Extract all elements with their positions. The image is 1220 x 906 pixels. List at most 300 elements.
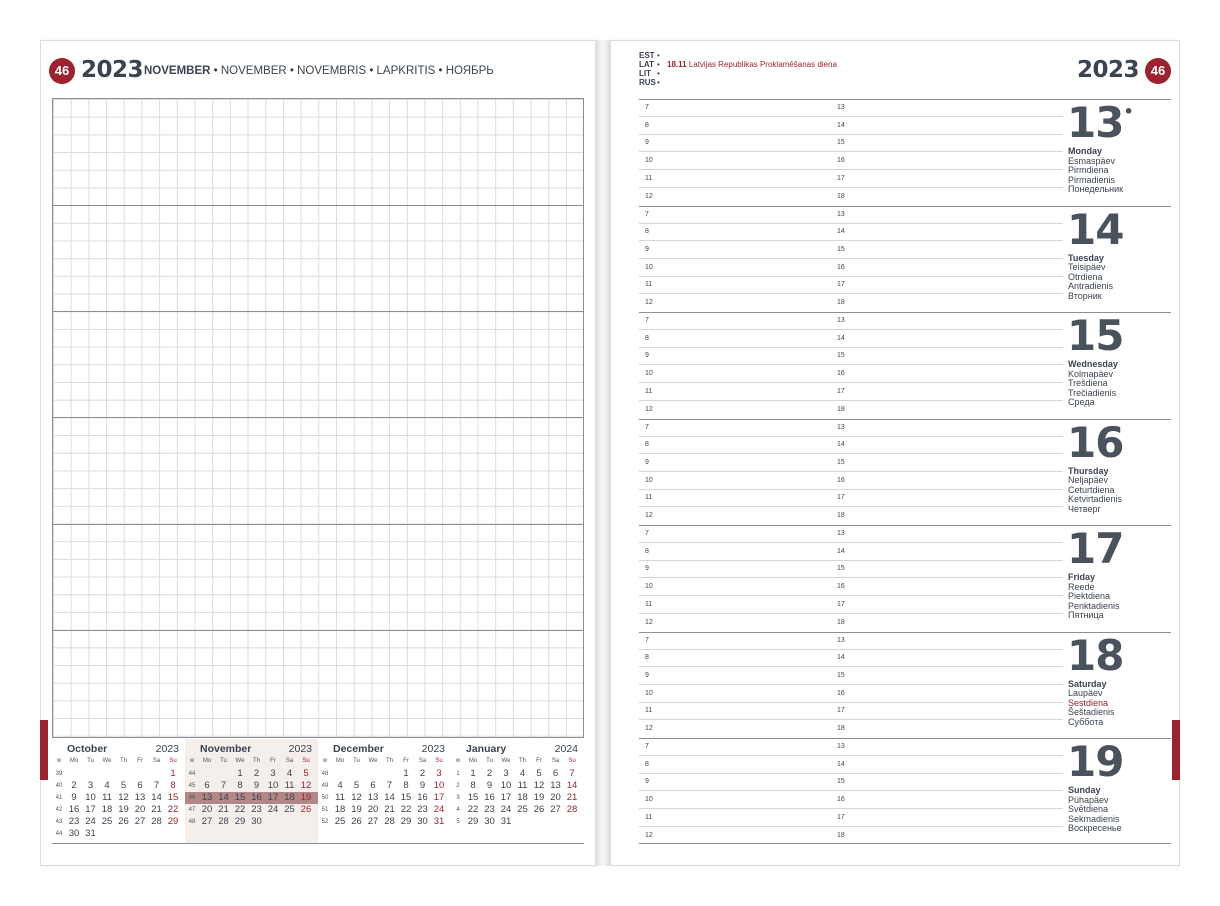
weekday-label: We: [102, 758, 112, 764]
calendar-day[interactable]: 20: [367, 804, 379, 815]
weekday-label: Th: [119, 758, 127, 764]
mini-calendar-week-row: [318, 768, 451, 780]
hour-label: 18: [837, 405, 845, 413]
mini-calendar-weekdays: [318, 756, 451, 768]
day-name-translation: Svētdiena: [1068, 804, 1109, 815]
weekday-label: Sa: [152, 758, 161, 764]
day-names: [1068, 467, 1122, 515]
day-block-14[interactable]: [639, 206, 1171, 313]
calendar-day[interactable]: 6: [204, 780, 210, 791]
holiday-name: Latvijas Republikas Proklamēšanas diena: [688, 60, 837, 69]
time-slot-line: [639, 364, 1063, 365]
hour-label: 11: [645, 494, 653, 502]
week-number: 44: [188, 771, 196, 777]
day-name-translation: Вторник: [1068, 290, 1102, 301]
calendar-day[interactable]: 26: [351, 816, 362, 827]
hour-label: 8: [645, 547, 649, 555]
week-number: 48: [321, 771, 329, 777]
day-name-translation: Sekmadienis: [1068, 813, 1120, 824]
calendar-day[interactable]: 9: [419, 780, 426, 791]
calendar-day[interactable]: 19: [300, 792, 312, 803]
week-number: 2: [456, 783, 460, 789]
calendar-day[interactable]: 29: [234, 816, 246, 827]
calendar-day[interactable]: 25: [334, 816, 346, 827]
day-name-translation: Trečiadienis: [1068, 387, 1117, 398]
mini-calendar-week-row: [52, 828, 185, 840]
calendar-day[interactable]: 9: [71, 792, 77, 803]
calendar-day[interactable]: 4: [286, 768, 293, 779]
hour-label: 16: [837, 796, 845, 804]
mini-calendar-week-row: [185, 780, 318, 792]
calendar-day[interactable]: 4: [519, 768, 526, 779]
bookmark-tab-right: [1172, 720, 1180, 780]
calendar-day[interactable]: 26: [533, 804, 545, 815]
calendar-day[interactable]: 11: [102, 792, 112, 803]
hour-label: 13: [837, 104, 845, 111]
calendar-day[interactable]: 23: [251, 804, 262, 815]
calendar-day[interactable]: 24: [267, 804, 279, 815]
hour-label: 14: [837, 334, 845, 342]
left-page-header: [49, 57, 589, 87]
day-name-translation: Neljapäev: [1068, 475, 1109, 486]
day-name-translation: Laupäev: [1068, 688, 1103, 699]
hour-label: 12: [645, 618, 653, 626]
day-name-english: Tuesday: [1068, 252, 1104, 263]
calendar-day[interactable]: 19: [118, 804, 129, 815]
hour-label: 17: [837, 387, 845, 395]
calendar-day[interactable]: 22: [234, 804, 246, 815]
time-slot-line: [639, 223, 1063, 224]
mini-calendar-week-row: [451, 792, 584, 804]
mini-calendar-month: November: [200, 743, 252, 755]
calendar-day[interactable]: 16: [417, 792, 428, 803]
day-number-value: 14: [1067, 204, 1124, 254]
calendar-day[interactable]: 21: [566, 792, 578, 803]
week-number: 5: [456, 819, 460, 825]
time-slot-line: [639, 790, 1063, 791]
day-name-english: Wednesday: [1068, 359, 1118, 369]
hour-label: 7: [645, 530, 649, 537]
calendar-day[interactable]: 22: [400, 804, 412, 815]
calendar-day[interactable]: 27: [134, 816, 146, 827]
calendar-day[interactable]: 22: [467, 804, 479, 815]
time-slot-line: [639, 577, 1063, 578]
hour-label: 17: [837, 813, 845, 821]
time-slot-line: [639, 453, 1063, 454]
hour-label: 12: [645, 512, 653, 519]
calendar-day[interactable]: 8: [403, 780, 409, 791]
calendar-day[interactable]: 11: [335, 792, 345, 803]
calendar-day[interactable]: 7: [220, 780, 227, 791]
calendar-day[interactable]: 24: [433, 804, 445, 815]
calendar-day[interactable]: 10: [85, 792, 96, 803]
calendar-day[interactable]: 28: [566, 804, 578, 815]
weekday-label: Su: [435, 758, 443, 764]
calendar-day[interactable]: 3: [87, 780, 94, 791]
day-name-translation: Ceturtdiena: [1068, 484, 1115, 495]
calendar-day[interactable]: 8: [237, 780, 243, 791]
day-name-translation: Четверг: [1068, 503, 1101, 514]
day-name-translation: Piektdiena: [1068, 591, 1111, 602]
calendar-day[interactable]: 27: [201, 816, 213, 827]
weekday-label: Fr: [270, 758, 276, 764]
calendar-day[interactable]: 15: [400, 792, 412, 803]
time-slot-line: [639, 151, 1063, 152]
calendar-day[interactable]: 7: [386, 780, 393, 791]
calendar-day[interactable]: 22: [167, 804, 179, 815]
mini-calendar-week-row: [185, 768, 318, 780]
calendar-day[interactable]: 21: [151, 804, 162, 815]
weekday-label: Tu: [486, 758, 493, 764]
week-number: 41: [55, 795, 63, 801]
hour-label: 8: [645, 441, 649, 449]
weekday-label: w: [455, 758, 461, 764]
calendar-day[interactable]: 21: [218, 804, 229, 815]
mini-calendar-week-row: [185, 804, 318, 816]
hour-label: 14: [837, 228, 845, 236]
hour-label: 7: [645, 210, 649, 218]
month-translations: • NOVEMBER • NOVEMBRIS • LAPKRITIS • НОЯБРЬ: [213, 65, 494, 77]
time-slot-line: [639, 649, 1063, 650]
calendar-day[interactable]: 5: [536, 768, 542, 779]
hour-label: 11: [645, 174, 653, 182]
hour-label: 16: [837, 263, 845, 271]
mini-calendar-week-row: [185, 792, 318, 804]
hour-label: 14: [837, 441, 845, 449]
day-name-english: Thursday: [1068, 465, 1109, 476]
mini-calendar-week-row: [318, 804, 451, 816]
mini-calendar-year: 2024: [554, 743, 578, 755]
time-slot-line: [639, 666, 1063, 667]
calendar-day[interactable]: 4: [104, 780, 110, 791]
calendar-day[interactable]: 30: [251, 816, 262, 827]
calendar-day[interactable]: 27: [367, 816, 379, 827]
calendar-day[interactable]: 27: [550, 804, 561, 815]
hour-label: 12: [645, 831, 653, 839]
hour-label: 16: [837, 689, 845, 697]
hour-label: 9: [645, 352, 649, 360]
day-name-english: Sunday: [1068, 785, 1101, 795]
calendar-day[interactable]: 19: [533, 792, 545, 803]
calendar-day[interactable]: 11: [284, 780, 295, 791]
day-number: [1067, 418, 1123, 467]
weekday-label: Mo: [335, 758, 345, 764]
day-name-translation: Šeštadienis: [1068, 707, 1115, 718]
hour-label: 14: [837, 547, 845, 555]
calendar-day[interactable]: 28: [151, 816, 162, 827]
mini-calendar-week-row: [451, 804, 584, 816]
time-slot-line: [639, 826, 1063, 827]
hour-label: 17: [837, 174, 845, 182]
calendar-day[interactable]: 19: [351, 804, 362, 815]
hour-label: 8: [645, 334, 649, 342]
day-block-17[interactable]: [639, 525, 1171, 632]
hour-label: 13: [837, 636, 845, 644]
day-name-english: Friday: [1068, 572, 1096, 582]
weekday-label: Fr: [137, 758, 143, 764]
mini-calendar-weekdays: [52, 756, 185, 768]
calendar-day[interactable]: 4: [337, 780, 343, 791]
weekday-label: w: [189, 758, 195, 764]
calendar-day[interactable]: 25: [284, 804, 295, 815]
time-slot-line: [639, 134, 1063, 135]
day-number: [1067, 98, 1133, 147]
day-names: [1068, 573, 1120, 621]
calendar-day[interactable]: 29: [467, 816, 479, 827]
weekday-label: Tu: [220, 758, 227, 764]
calendar-day[interactable]: 5: [303, 768, 309, 779]
week-number: 46: [188, 795, 196, 801]
calendar-day[interactable]: 30: [417, 816, 428, 827]
calendar-day[interactable]: 18: [101, 804, 113, 815]
hour-label: 13: [837, 317, 845, 324]
time-slot-line: [639, 773, 1063, 774]
calendar-day[interactable]: 24: [85, 816, 96, 827]
hour-label: 15: [837, 778, 845, 786]
weekday-label: Mo: [69, 758, 79, 764]
hour-label: 11: [645, 707, 653, 715]
hour-label: 10: [645, 689, 653, 697]
time-slot-line: [639, 560, 1063, 561]
calendar-day[interactable]: 7: [569, 768, 575, 779]
hour-label: 7: [645, 317, 649, 324]
calendar-day[interactable]: 31: [500, 816, 512, 827]
calendar-day[interactable]: 2: [71, 780, 77, 791]
day-name-translation: Penktadienis: [1068, 600, 1120, 611]
hour-label: 13: [837, 743, 845, 750]
calendar-day[interactable]: 3: [503, 768, 509, 779]
weekday-label: Sa: [418, 758, 427, 764]
hour-label: 16: [837, 583, 845, 591]
calendar-day[interactable]: 30: [484, 816, 495, 827]
hour-label: 8: [645, 121, 649, 129]
mini-calendars: [52, 739, 584, 844]
calendar-day[interactable]: 15: [167, 792, 179, 803]
calendar-day[interactable]: 28: [218, 816, 229, 827]
calendar-day[interactable]: 17: [267, 792, 279, 803]
day-block-15[interactable]: [639, 312, 1171, 419]
grid-divider: [53, 630, 583, 631]
calendar-day[interactable]: 17: [433, 792, 445, 803]
calendar-day[interactable]: 16: [484, 792, 495, 803]
weekday-label: Sa: [285, 758, 294, 764]
calendar-day[interactable]: 9: [253, 780, 260, 791]
notes-grid[interactable]: [52, 98, 584, 738]
weekday-label: Mo: [202, 758, 212, 764]
calendar-day[interactable]: 13: [201, 792, 213, 803]
hour-label: 15: [837, 352, 845, 360]
calendar-day[interactable]: 5: [120, 780, 127, 791]
hour-label: 10: [645, 157, 653, 165]
calendar-day[interactable]: 6: [137, 780, 143, 791]
calendar-day[interactable]: 20: [134, 804, 146, 815]
week-number-badge: 46: [1145, 58, 1171, 84]
calendar-day[interactable]: 9: [486, 780, 493, 791]
calendar-day[interactable]: 14: [151, 792, 162, 803]
calendar-day[interactable]: 18: [517, 792, 528, 803]
hour-label: 18: [837, 618, 845, 626]
hour-label: 18: [837, 192, 845, 200]
calendar-day[interactable]: 16: [68, 804, 80, 815]
book-gutter: [596, 40, 610, 866]
hour-label: 18: [837, 725, 845, 732]
calendar-day[interactable]: 7: [153, 780, 160, 791]
language-code: EST: [639, 51, 655, 60]
mini-calendar-november: [185, 739, 318, 844]
language-code: LAT: [639, 60, 654, 69]
time-slot-line: [639, 684, 1063, 685]
hour-label: 17: [837, 707, 845, 715]
calendar-day[interactable]: 6: [552, 768, 559, 779]
calendar-day[interactable]: 23: [68, 816, 80, 827]
calendar-day[interactable]: 30: [68, 828, 80, 839]
mini-calendar-week-row: [52, 792, 185, 804]
hour-label: 15: [837, 139, 845, 147]
calendar-day[interactable]: 20: [550, 792, 561, 803]
calendar-day[interactable]: 3: [436, 768, 442, 779]
calendar-day[interactable]: 16: [251, 792, 262, 803]
calendar-day[interactable]: 29: [400, 816, 412, 827]
hour-label: 8: [645, 654, 649, 662]
calendar-day[interactable]: 31: [433, 816, 445, 827]
hour-label: 10: [645, 796, 653, 804]
week-number: 47: [188, 807, 196, 813]
calendar-day[interactable]: 10: [433, 780, 445, 791]
hour-label: 16: [837, 157, 845, 165]
calendar-day[interactable]: 12: [533, 780, 545, 791]
week-number: 4: [456, 807, 460, 813]
calendar-day[interactable]: 1: [237, 768, 243, 779]
calendar-day[interactable]: 20: [201, 804, 213, 815]
hour-label: 7: [645, 743, 649, 750]
calendar-day[interactable]: 14: [566, 780, 578, 791]
week-number: 1: [456, 771, 460, 777]
calendar-day[interactable]: 17: [500, 792, 512, 803]
calendar-day[interactable]: 2: [253, 768, 260, 779]
weekday-label: w: [56, 758, 62, 764]
time-slot-line: [639, 240, 1063, 241]
calendar-day[interactable]: 23: [484, 804, 495, 815]
calendar-day[interactable]: 2: [419, 768, 426, 779]
calendar-day[interactable]: 31: [85, 828, 96, 839]
mini-calendar-month: October: [67, 743, 108, 755]
calendar-day[interactable]: 11: [517, 780, 528, 791]
week-number-badge: 46: [49, 58, 75, 84]
calendar-day[interactable]: 10: [500, 780, 512, 791]
calendar-day[interactable]: 26: [118, 816, 129, 827]
calendar-day[interactable]: 3: [270, 768, 276, 779]
hour-label: 7: [645, 636, 649, 644]
weekday-label: Th: [385, 758, 393, 764]
time-slot-line: [639, 258, 1063, 259]
calendar-day[interactable]: 13: [367, 792, 379, 803]
calendar-day[interactable]: 21: [384, 804, 395, 815]
time-slot-line: [639, 489, 1063, 490]
day-name-translation: Reede: [1068, 581, 1095, 592]
day-name-translation: Суббота: [1068, 716, 1104, 727]
holiday-note: [667, 60, 837, 69]
calendar-day[interactable]: 13: [134, 792, 146, 803]
calendar-day[interactable]: 15: [467, 792, 479, 803]
calendar-day[interactable]: 18: [284, 792, 295, 803]
calendar-day[interactable]: 6: [370, 780, 376, 791]
calendar-day[interactable]: 5: [353, 780, 360, 791]
hour-label: 9: [645, 565, 649, 573]
day-names: [1068, 360, 1118, 408]
language-labels: [639, 51, 656, 87]
calendar-day[interactable]: 8: [170, 780, 176, 791]
calendar-day[interactable]: 14: [218, 792, 229, 803]
hour-label: 8: [645, 228, 649, 236]
mini-calendar-week-row: [451, 768, 584, 780]
day-name-translation: Sestdiena: [1068, 697, 1109, 708]
calendar-day[interactable]: 14: [384, 792, 395, 803]
hour-label: 15: [837, 671, 845, 679]
day-block-16[interactable]: [639, 419, 1171, 526]
calendar-day[interactable]: 13: [550, 780, 561, 791]
calendar-day[interactable]: 1: [170, 768, 176, 779]
time-slot-line: [639, 471, 1063, 472]
calendar-day[interactable]: 29: [167, 816, 179, 827]
week-number: 3: [456, 795, 460, 801]
time-slot-line: [639, 719, 1063, 720]
time-slot-line: [639, 542, 1063, 543]
day-number: [1067, 737, 1123, 786]
calendar-day[interactable]: 2: [486, 768, 493, 779]
calendar-day[interactable]: 25: [517, 804, 528, 815]
day-name-translation: Otrdiena: [1068, 271, 1103, 282]
mini-calendar-week-row: [451, 816, 584, 828]
calendar-day[interactable]: 12: [300, 780, 312, 791]
mini-calendar-year: 2023: [421, 743, 445, 755]
day-number-value: 17: [1067, 524, 1124, 573]
calendar-day[interactable]: 12: [118, 792, 129, 803]
time-slot-line: [639, 506, 1063, 507]
calendar-day[interactable]: 17: [85, 804, 96, 815]
day-block-13[interactable]: [639, 99, 1171, 206]
weekday-label: Fr: [403, 758, 409, 764]
hour-label: 7: [645, 104, 649, 111]
calendar-day[interactable]: 8: [470, 780, 476, 791]
calendar-day[interactable]: 23: [417, 804, 428, 815]
calendar-day[interactable]: 25: [101, 816, 113, 827]
weekday-label: Su: [169, 758, 177, 764]
mini-calendar-week-row: [52, 816, 185, 828]
day-block-18[interactable]: [639, 632, 1171, 739]
mini-calendar-week-row: [318, 816, 451, 828]
time-slot-line: [639, 808, 1063, 809]
hour-label: 17: [837, 600, 845, 608]
hour-label: 7: [645, 423, 649, 431]
week-number: 40: [55, 783, 63, 789]
calendar-day[interactable]: 10: [267, 780, 279, 791]
calendar-day[interactable]: 26: [300, 804, 312, 815]
day-name-translation: Понедельник: [1068, 184, 1124, 195]
calendar-day[interactable]: 12: [351, 792, 362, 803]
calendar-day[interactable]: 1: [403, 768, 409, 779]
holiday-date: 18.11: [667, 60, 687, 69]
calendar-day[interactable]: 28: [384, 816, 395, 827]
calendar-day[interactable]: 24: [500, 804, 512, 815]
calendar-day[interactable]: 15: [234, 792, 246, 803]
day-name-translation: Воскресенье: [1068, 823, 1122, 834]
hour-label: 10: [645, 476, 653, 484]
week-number: 44: [55, 831, 63, 837]
calendar-day[interactable]: 1: [470, 768, 476, 779]
language-code: RUS: [639, 78, 656, 87]
calendar-day[interactable]: 18: [334, 804, 346, 815]
day-block-19[interactable]: [639, 738, 1171, 845]
